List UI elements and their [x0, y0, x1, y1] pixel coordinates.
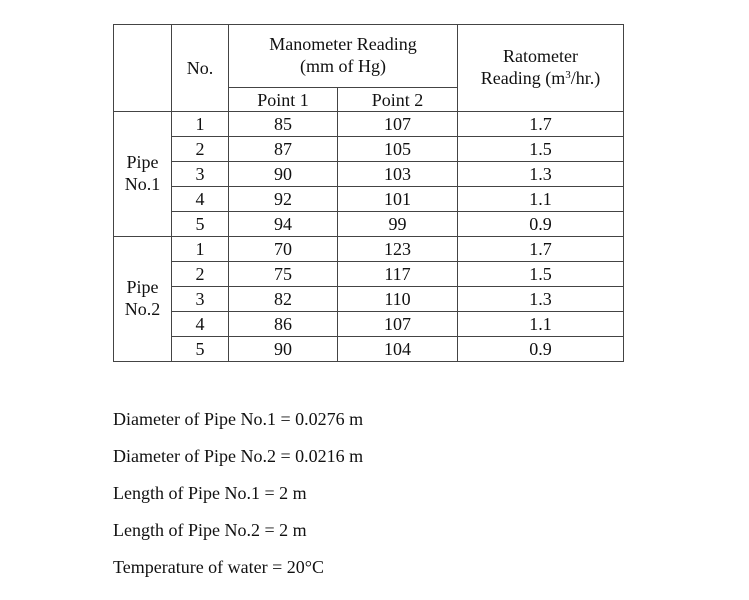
- pipe-header-cell: [114, 25, 172, 112]
- ratometer-value: 1.7: [458, 112, 624, 137]
- note-diameter-pipe-1: Diameter of Pipe No.1 = 0.0276 m: [113, 409, 364, 429]
- point2-value: 107: [338, 112, 458, 137]
- pipe-parameters: [113, 405, 363, 590]
- point1-value: 85: [229, 112, 338, 137]
- manometer-header-line2: (mm of Hg): [300, 56, 386, 76]
- table-row: [114, 337, 624, 362]
- ratometer-value: 1.3: [458, 287, 624, 312]
- row-no: 4: [172, 312, 229, 337]
- point1-value: 70: [229, 237, 338, 262]
- point2-value: 110: [338, 287, 458, 312]
- point1-value: 92: [229, 187, 338, 212]
- point2-value: 104: [338, 337, 458, 362]
- no-header: No.: [172, 25, 229, 112]
- note-water-temperature: Temperature of water = 20°C: [113, 557, 325, 577]
- ratometer-header-line2: [458, 68, 623, 90]
- ratometer-value: 1.1: [458, 312, 624, 337]
- row-no: 5: [172, 337, 229, 362]
- ratometer-header: [458, 25, 624, 112]
- row-no: 5: [172, 212, 229, 237]
- point1-value: 82: [229, 287, 338, 312]
- ratometer-value: 1.3: [458, 162, 624, 187]
- row-no: 1: [172, 237, 229, 262]
- pipe-label-line2: No.2: [124, 299, 161, 319]
- table-row: [114, 162, 624, 187]
- ratometer-value: 1.7: [458, 237, 624, 262]
- table-row: [114, 187, 624, 212]
- point2-header: Point 2: [338, 88, 458, 112]
- point2-value: 101: [338, 187, 458, 212]
- point1-value: 75: [229, 262, 338, 287]
- ratometer-unit-sup: 3: [565, 69, 571, 81]
- row-no: 3: [172, 287, 229, 312]
- row-no: 4: [172, 187, 229, 212]
- point1-value: 90: [229, 162, 338, 187]
- manometer-header-line1: Manometer Reading: [269, 34, 417, 55]
- ratometer-value: 0.9: [458, 337, 624, 362]
- point1-value: 90: [229, 337, 338, 362]
- point1-value: 87: [229, 137, 338, 162]
- ratometer-unit-post: /hr.): [570, 68, 601, 88]
- table-row: [114, 137, 624, 162]
- table-row: [114, 287, 624, 312]
- pipe-label-line1: Pipe: [126, 152, 159, 173]
- manometer-header: [229, 25, 458, 88]
- table-row: [114, 237, 624, 262]
- pipe-group-label: [114, 112, 172, 237]
- note-length-pipe-1: Length of Pipe No.1 = 2 m: [113, 483, 307, 503]
- row-no: 1: [172, 112, 229, 137]
- pipe-label-line2: No.1: [124, 174, 161, 194]
- row-no: 2: [172, 137, 229, 162]
- point2-value: 107: [338, 312, 458, 337]
- ratometer-unit-pre: Reading (m: [480, 68, 566, 88]
- point1-header: Point 1: [229, 88, 338, 112]
- manometer-data-table: [113, 24, 624, 362]
- table-row: [114, 212, 624, 237]
- point2-value: 105: [338, 137, 458, 162]
- point2-value: 123: [338, 237, 458, 262]
- row-no: 3: [172, 162, 229, 187]
- ratometer-value: 0.9: [458, 212, 624, 237]
- note-length-pipe-2: Length of Pipe No.2 = 2 m: [113, 520, 307, 540]
- ratometer-header-line1: Ratometer: [503, 46, 578, 67]
- table-row: [114, 262, 624, 287]
- table-row: [114, 112, 624, 137]
- pipe-group-label: [114, 237, 172, 362]
- ratometer-value: 1.1: [458, 187, 624, 212]
- ratometer-value: 1.5: [458, 137, 624, 162]
- point1-value: 86: [229, 312, 338, 337]
- note-diameter-pipe-2: Diameter of Pipe No.2 = 0.0216 m: [113, 446, 364, 466]
- table-row: [114, 312, 624, 337]
- point2-value: 117: [338, 262, 458, 287]
- row-no: 2: [172, 262, 229, 287]
- point1-value: 94: [229, 212, 338, 237]
- pipe-label-line1: Pipe: [126, 277, 159, 298]
- ratometer-value: 1.5: [458, 262, 624, 287]
- point2-value: 99: [338, 212, 458, 237]
- point2-value: 103: [338, 162, 458, 187]
